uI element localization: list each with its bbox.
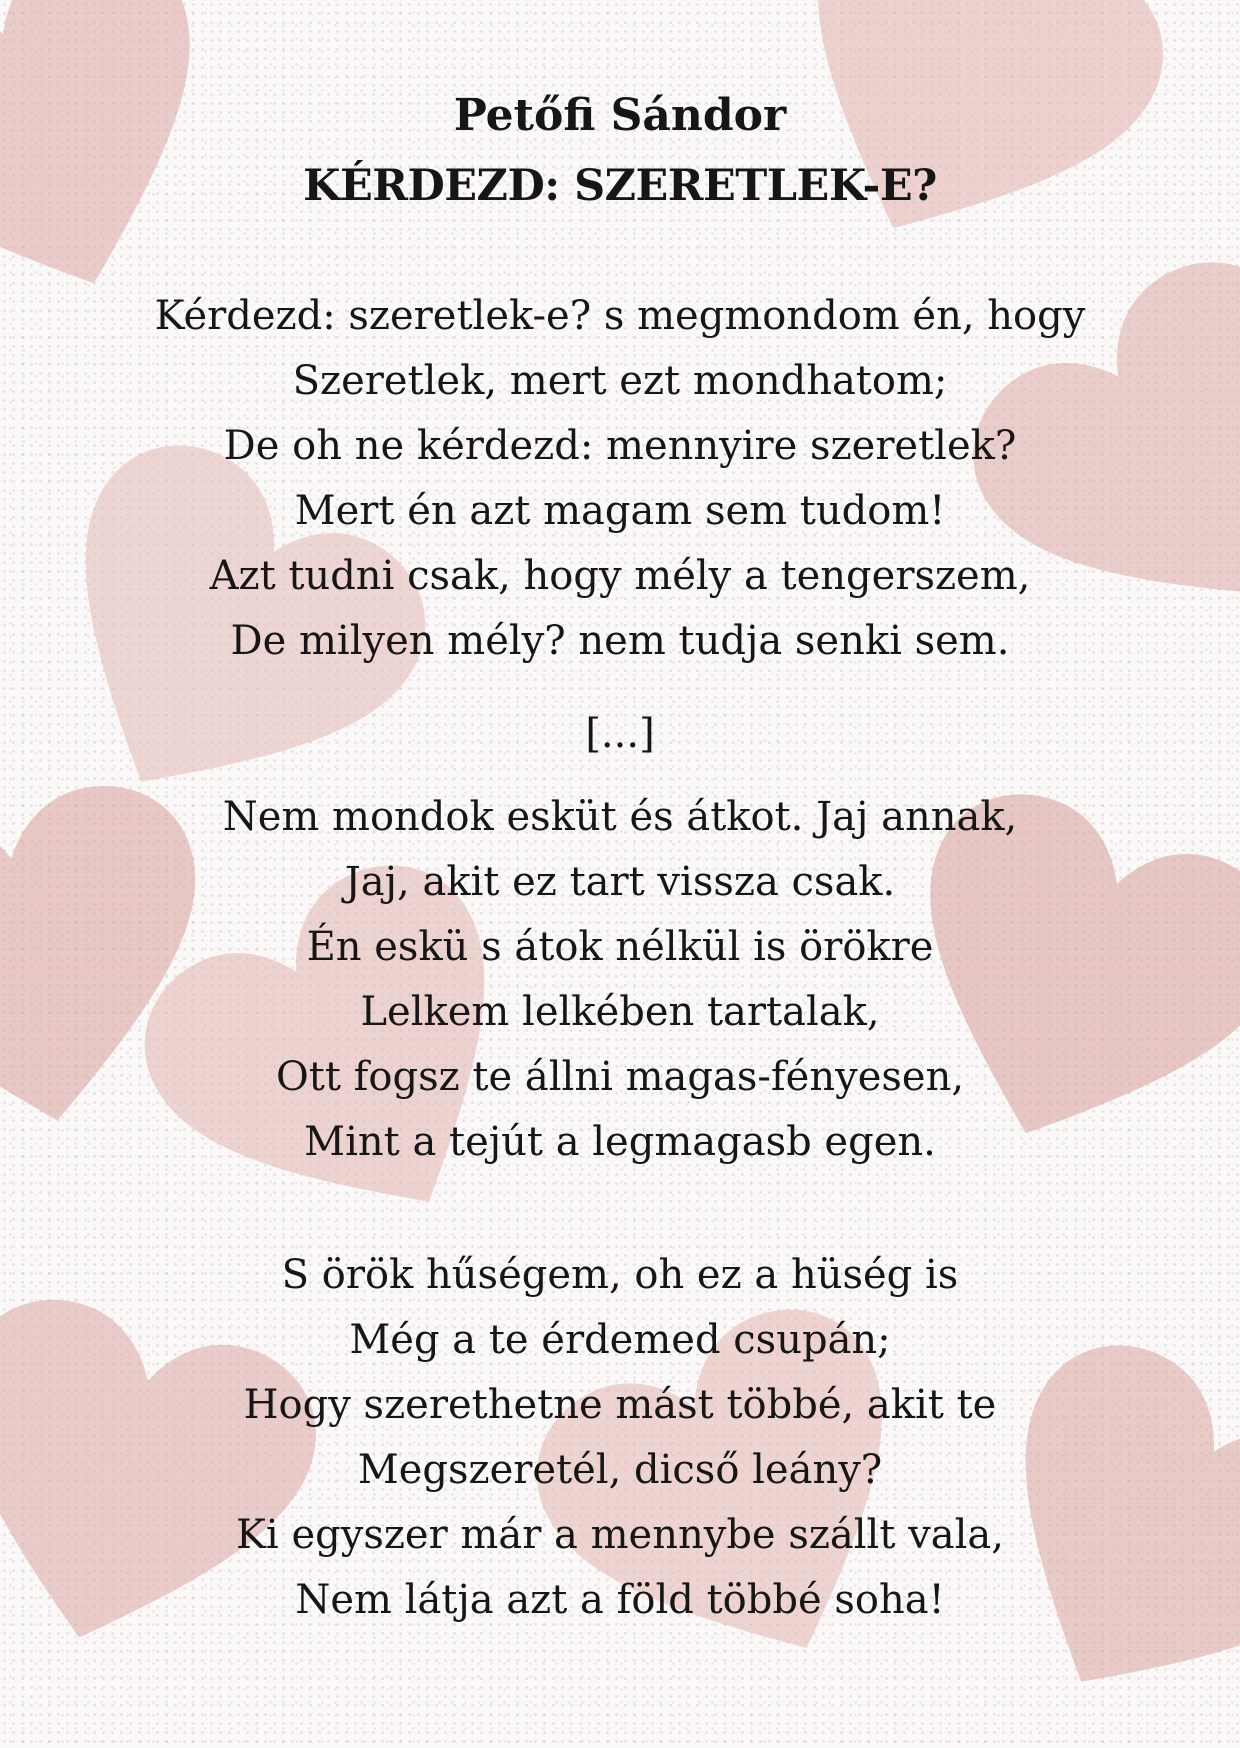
poem-line: S örök hűségem, oh ez a hüség is xyxy=(281,1252,959,1298)
poem-title: KÉRDEZD: SZERETLEK-E? xyxy=(303,161,937,211)
poem-line: Azt tudni csak, hogy mély a tengerszem, xyxy=(209,553,1031,599)
poem-line: Még a te érdemed csupán; xyxy=(349,1317,891,1363)
poem-stanza-2 xyxy=(0,785,1240,1175)
poem-line: De milyen mély? nem tudja senki sem. xyxy=(230,618,1010,664)
poem-line: De oh ne kérdezd: mennyire szeretlek? xyxy=(223,423,1017,469)
poem-line: Szeretlek, mert ezt mondhatom; xyxy=(292,358,948,404)
poem-omission-marker: [...] xyxy=(585,711,655,757)
poem-line: Hogy szerethetne mást többé, akit te xyxy=(243,1382,997,1428)
poem-line: Megszeretél, dicső leány? xyxy=(357,1447,883,1493)
poem-stanza-3 xyxy=(0,1243,1240,1633)
poem-line: Mert én azt magam sem tudom! xyxy=(294,488,946,534)
poem-line: Kérdezd: szeretlek-e? s megmondom én, hogy xyxy=(154,293,1086,339)
poem-stanza-1 xyxy=(0,284,1240,674)
poem-line: Ott fogsz te állni magas-fényesen, xyxy=(275,1054,965,1100)
poem-line: Nem mondok esküt és átkot. Jaj annak, xyxy=(222,794,1018,840)
poem-line: Ki egyszer már a mennybe szállt vala, xyxy=(236,1512,1004,1558)
poem-author: Petőfi Sándor xyxy=(453,90,787,141)
poem-line: Mint a tejút a legmagasb egen. xyxy=(304,1119,936,1165)
poem-line: Én eskü s átok nélkül is örökre xyxy=(306,924,934,970)
poem-line: Nem látja azt a föld többé soha! xyxy=(295,1577,945,1623)
poem-line: Lelkem lelkében tartalak, xyxy=(360,989,880,1035)
poem-line: Jaj, akit ez tart vissza csak. xyxy=(344,859,896,905)
